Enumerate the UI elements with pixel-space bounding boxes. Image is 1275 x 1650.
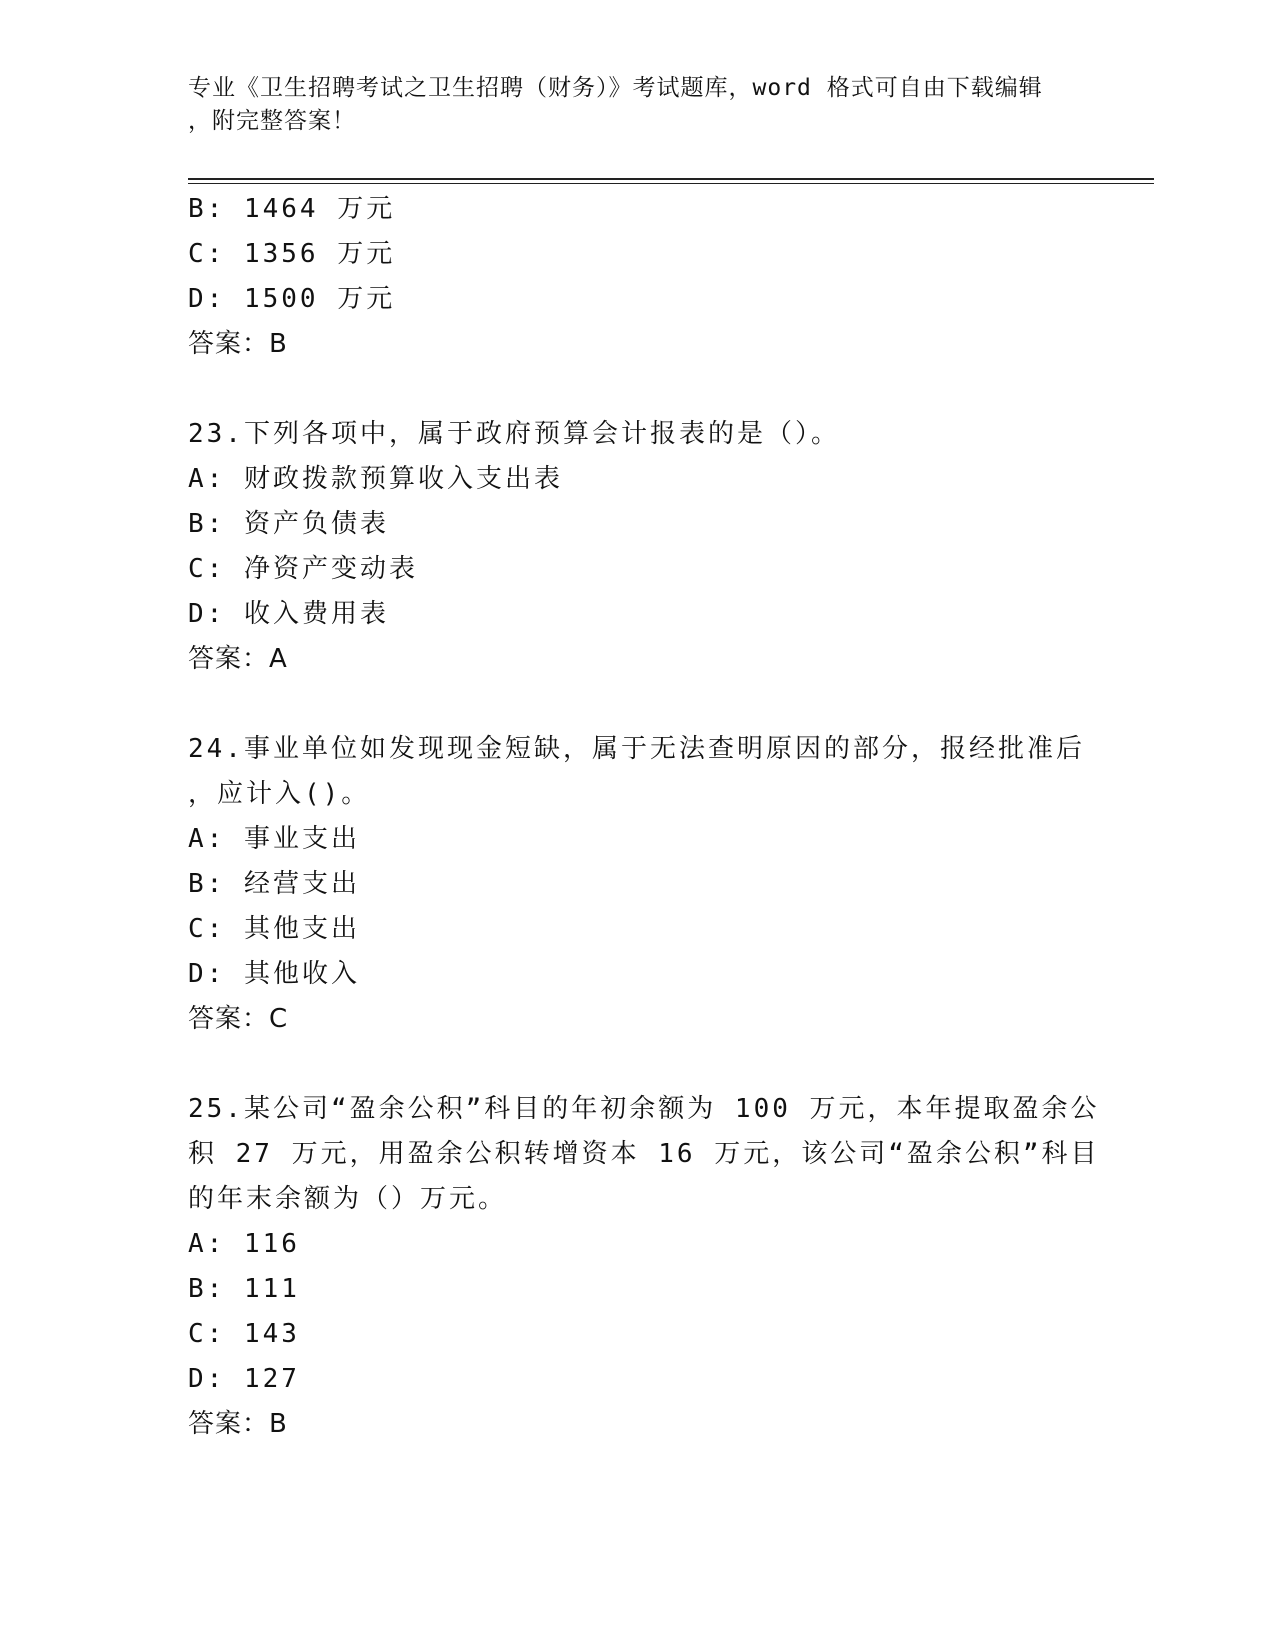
q22-option-b: B: 1464 万元 [188,194,396,224]
q22-answer: 答案：B [188,329,288,359]
q25-option-c: C: 143 [188,1319,300,1349]
q22-option-c: C: 1356 万元 [188,239,396,269]
header-line-1: 专业《卫生招聘考试之卫生招聘（财务）》考试题库，word 格式可自由下载编辑 [188,75,1043,101]
q25-stem-line-3: 的年末余额为（）万元。 [188,1184,508,1214]
q24-answer: 答案：C [188,1004,289,1034]
q24-stem-line-1: 24.事业单位如发现现金短缺，属于无法查明原因的部分，报经批准后 [188,734,1085,764]
q24-option-b: B: 经营支出 [188,869,360,899]
q25-answer: 答案：B [188,1409,288,1439]
document-header [188,72,1068,138]
q23-option-c: C: 净资产变动表 [188,554,418,584]
q23-option-a: A: 财政拨款预算收入支出表 [188,464,563,494]
header-divider-thick [188,178,1154,180]
q25-stem-line-1: 25.某公司“盈余公积”科目的年初余额为 100 万元，本年提取盈余公 [188,1094,1100,1124]
q25-option-b: B: 111 [188,1274,300,1304]
q23-option-b: B: 资产负债表 [188,509,389,539]
q23-stem: 23.下列各项中，属于政府预算会计报表的是（）。 [188,419,840,449]
q25-option-d: D: 127 [188,1364,300,1394]
q23-answer: 答案：A [188,644,288,674]
q25-option-a: A: 116 [188,1229,300,1259]
q24-stem-line-2: ，应计入()。 [188,779,371,809]
q24-option-a: A: 事业支出 [188,824,360,854]
header-divider-thin [188,183,1154,184]
q23-option-d: D: 收入费用表 [188,599,389,629]
header-line-2: ，附完整答案！ [188,108,356,134]
q24-option-c: C: 其他支出 [188,914,360,944]
q24-option-d: D: 其他收入 [188,959,360,989]
q22-option-d: D: 1500 万元 [188,284,396,314]
q25-stem-line-2: 积 27 万元，用盈余公积转增资本 16 万元，该公司“盈余公积”科目 [188,1139,1100,1169]
